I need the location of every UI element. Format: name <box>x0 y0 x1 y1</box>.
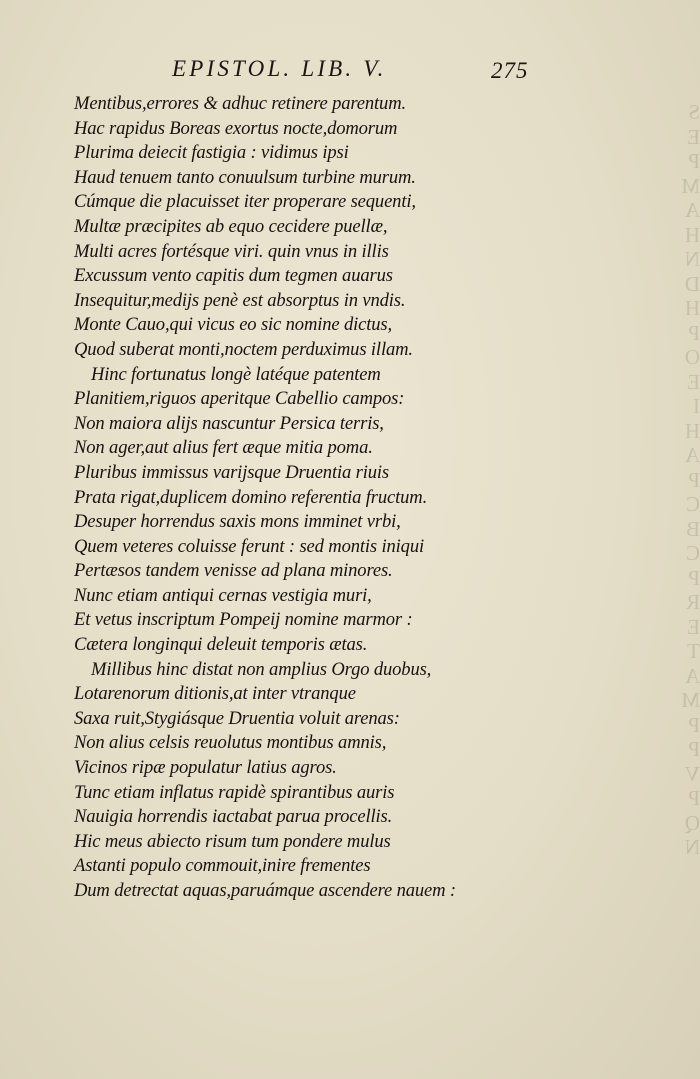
verse-line: Lotarenorum ditionis,at inter vtranque <box>74 683 356 705</box>
show-through-glyph: C <box>643 541 700 565</box>
show-through-glyph: N <box>642 247 700 271</box>
show-through-glyph: P <box>646 467 700 492</box>
verse-line: Non alius celsis reuolutus montibus amnis, <box>74 732 387 754</box>
verse-line: Non ager,aut alius fert æque mitia poma. <box>74 437 373 459</box>
show-through-glyph: S <box>646 100 700 124</box>
show-through-glyph: E <box>645 614 700 639</box>
show-through-glyph: H <box>642 418 700 443</box>
show-through-glyph: A <box>642 198 700 222</box>
show-through-glyph: P <box>646 712 700 737</box>
verse-line: Monte Cauo,qui vicus eo sic nomine dictus, <box>74 314 393 336</box>
show-through-text <box>570 100 700 920</box>
verse-line: Mentibus,errores & adhuc retinere parentum. <box>74 93 406 114</box>
verse-line: Dum detrectat aquas,paruámque ascendere nauem : <box>74 880 456 901</box>
show-through-glyph: M <box>639 173 700 198</box>
verse-line: Nauigia horrendis iactabat parua procellis. <box>74 806 393 828</box>
show-through-glyph: R <box>643 590 700 614</box>
show-through-glyph: N <box>642 835 700 859</box>
verse-line: Excussum vento capitis dum tegmen auarus <box>74 265 393 287</box>
show-through-glyph: T <box>645 639 700 663</box>
verse-line: Plurima deiecit fastigia : vidimus ipsi <box>74 142 349 164</box>
verse-line: Multi acres fortésque viri. quin vnus in illis <box>74 240 389 262</box>
show-through-glyph: A <box>642 663 700 688</box>
verse-line: Hinc fortunatus longè latéque patentem <box>91 363 381 385</box>
verse-line: Planitiem,riguos aperitque Cabellio campos: <box>74 388 405 410</box>
show-through-glyph: D <box>642 271 700 296</box>
show-through-glyph: P <box>646 320 700 345</box>
running-head <box>0 56 700 90</box>
verse-line: Et vetus inscriptum Pompeij nomine marmor : <box>74 609 413 631</box>
show-through-glyph: H <box>642 222 700 247</box>
verse-line: Insequitur,medijs penè est absorptus in vndis. <box>74 289 406 311</box>
verse-line: Multæ præcipites ab equo cecidere puellæ, <box>74 215 388 237</box>
show-through-glyph: E <box>645 124 700 149</box>
show-through-glyph: O <box>642 345 700 369</box>
show-through-glyph: A <box>642 443 700 467</box>
show-through-glyph: C <box>643 492 700 516</box>
verse-line: Tunc etiam inflatus rapidè spirantibus auris <box>74 781 395 803</box>
show-through-glyph: I <box>651 394 700 418</box>
verse-line: Prata rigat,duplicem domino referentia fructum. <box>74 486 428 508</box>
verse-line: Haud tenuem tanto conuulsum turbine murum. <box>74 166 416 188</box>
show-through-glyph: E <box>645 369 700 394</box>
verse-line: Cætera longinqui deleuit temporis ætas. <box>74 634 368 656</box>
verse-line: Cúmque die placuisset iter properare sequenti, <box>74 191 416 213</box>
show-through-glyph: P <box>646 786 700 810</box>
show-through-glyph: P <box>646 149 700 173</box>
show-through-glyph: P <box>646 565 700 590</box>
verse-line: Pertæsos tandem venisse ad plana minores. <box>74 560 393 582</box>
verse-line: Astanti populo commouit,inire frementes <box>74 855 371 877</box>
verse-line: Pluribus immissus varijsque Druentia riuis <box>74 461 389 483</box>
show-through-glyph: H <box>642 296 700 320</box>
verse-line: Saxa ruit,Stygiásque Druentia voluit arenas: <box>74 707 400 729</box>
verse-line: Quod suberat monti,noctem perduximus illam. <box>74 338 413 360</box>
verse-line: Quem veteres coluisse ferunt : sed montis iniqui <box>74 535 424 557</box>
running-head-title: EPISTOL. LIB. V. <box>172 56 387 81</box>
verse-line: Non maiora alijs nascuntur Persica terris, <box>74 412 384 434</box>
show-through-glyph: P <box>646 737 700 761</box>
show-through-glyph: V <box>642 761 700 786</box>
verse-line: Vicinos ripæ populatur latius agros. <box>74 757 337 779</box>
show-through-glyph: M <box>639 688 700 712</box>
verse-line: Hic meus abiecto risum tum pondere mulus <box>74 830 391 852</box>
verse-line: Nunc etiam antiqui cernas vestigia muri, <box>74 584 372 606</box>
page-number: 275 <box>491 58 529 83</box>
verse-line: Millibus hinc distat non amplius Orgo duobus, <box>91 658 432 680</box>
verse-line: Hac rapidus Boreas exortus nocte,domorum <box>74 117 398 139</box>
show-through-glyph: Q <box>642 810 700 835</box>
verse-line: Desuper horrendus saxis mons imminet vrbi, <box>74 511 401 533</box>
verse-text-block <box>74 92 504 904</box>
show-through-glyph: B <box>643 516 700 541</box>
